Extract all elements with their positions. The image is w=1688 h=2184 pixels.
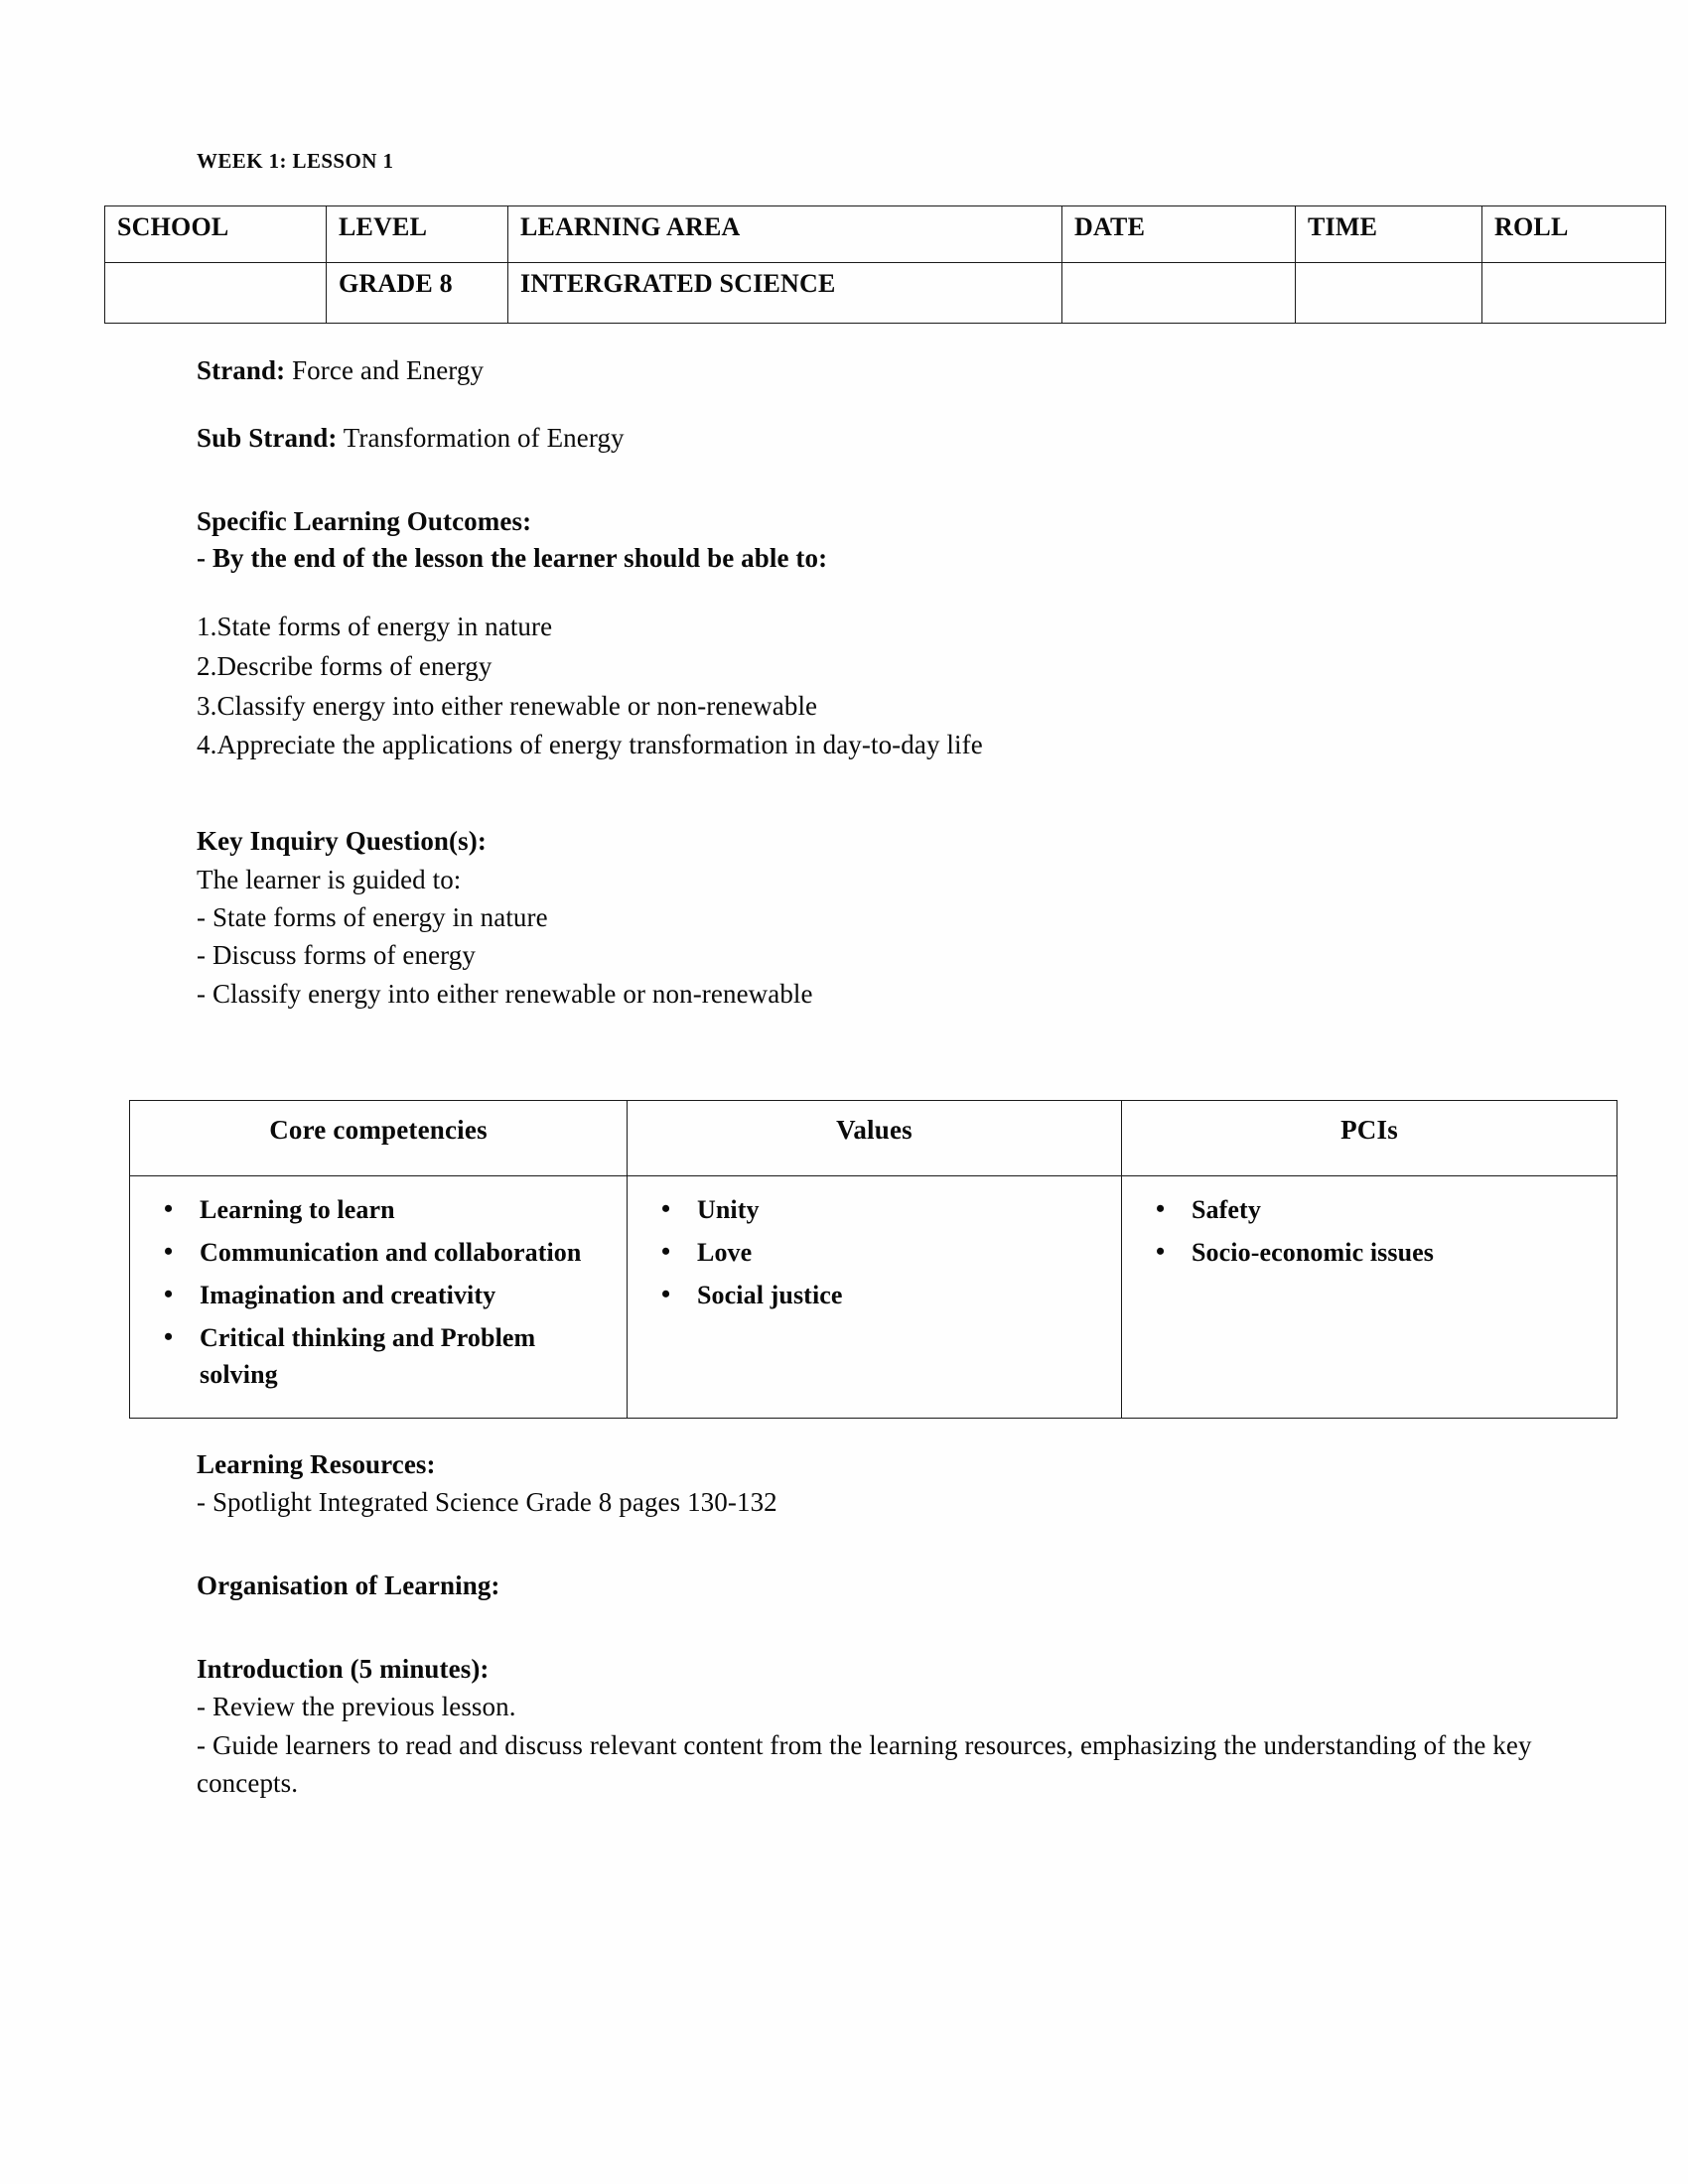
values-list [641, 1192, 1107, 1314]
value-time [1296, 263, 1482, 324]
competencies-table [129, 1100, 1618, 1419]
strand-value: Force and Energy [285, 355, 485, 385]
strand-section [197, 351, 1579, 458]
strand-label: Strand: [197, 355, 286, 385]
header-pcis: PCIs [1122, 1101, 1618, 1176]
table-header-row [105, 206, 1666, 263]
list-item: • Critical thinking and Problem solving [200, 1320, 613, 1394]
header-core-competencies: Core competencies [130, 1101, 628, 1176]
week-lesson-heading: WEEK 1: LESSON 1 [197, 149, 394, 173]
list-item: - Discuss forms of energy [197, 940, 476, 971]
cell-pcis [1122, 1176, 1618, 1419]
list-item: • Learning to learn [200, 1192, 613, 1229]
learning-resources-section [197, 1446, 1579, 1522]
list-item: - Classify energy into either renewable or non-renewable [197, 978, 813, 1009]
list-item: • Unity [697, 1192, 1107, 1229]
header-date: DATE [1062, 206, 1296, 263]
header-school: SCHOOL [105, 206, 327, 263]
core-competencies-list [144, 1192, 613, 1394]
document-content [109, 149, 1579, 1802]
list-item: 4.Appreciate the applications of energy transformation in day-to-day life [197, 730, 983, 760]
header-learning-area: LEARNING AREA [508, 206, 1062, 263]
value-level: GRADE 8 [327, 263, 508, 324]
list-item: • Imagination and creativity [200, 1278, 613, 1314]
list-item: • Social justice [697, 1278, 1107, 1314]
key-inquiry-intro: The learner is guided to: [197, 864, 462, 894]
list-item: 2.Describe forms of energy [197, 650, 492, 681]
spacer [197, 389, 1579, 419]
list-item: • Communication and collaboration [200, 1235, 613, 1272]
spacer [197, 1550, 1579, 1568]
list-item: 1.State forms of energy in nature [197, 612, 553, 642]
learning-outcomes-list [197, 608, 1579, 765]
learning-outcomes-subheading: - By the end of the lesson the learner should be able to: [197, 543, 828, 574]
spacer [197, 1633, 1579, 1651]
spacer [197, 793, 1579, 823]
learning-outcomes-section [197, 485, 1579, 765]
list-item: • Love [697, 1235, 1107, 1272]
list-item: - Review the previous lesson. [197, 1692, 516, 1722]
spacer [197, 578, 1579, 608]
value-roll [1482, 263, 1666, 324]
organisation-section [197, 1550, 1579, 1605]
strand-line [197, 351, 1579, 389]
list-item: • Safety [1192, 1192, 1603, 1229]
spacer [109, 1013, 1579, 1056]
spacer [109, 1056, 1579, 1100]
competencies-body-row [130, 1176, 1618, 1419]
table-value-row [105, 263, 1666, 324]
learning-resources-heading: Learning Resources: [197, 1448, 436, 1479]
value-date [1062, 263, 1296, 324]
lesson-info-table [104, 205, 1666, 324]
pcis-list [1136, 1192, 1603, 1272]
header-level: LEVEL [327, 206, 508, 263]
sub-strand-value: Transformation of Energy [337, 423, 625, 454]
list-item: • Socio-economic issues [1192, 1235, 1603, 1272]
list-item: 3.Classify energy into either renewable or non-renewable [197, 690, 818, 721]
sub-strand-label: Sub Strand: [197, 423, 338, 454]
cell-core-competencies [130, 1176, 628, 1419]
cell-values [628, 1176, 1122, 1419]
key-inquiry-section [197, 793, 1579, 1013]
header-values: Values [628, 1101, 1122, 1176]
header-time: TIME [1296, 206, 1482, 263]
list-item: - Spotlight Integrated Science Grade 8 pages 130-132 [197, 1487, 777, 1518]
value-school [105, 263, 327, 324]
key-inquiry-heading: Key Inquiry Question(s): [197, 826, 487, 856]
organisation-heading: Organisation of Learning: [197, 1570, 500, 1600]
sub-strand-line [197, 419, 1579, 457]
spacer [197, 485, 1579, 503]
list-item: - State forms of energy in nature [197, 902, 548, 933]
learning-outcomes-heading: Specific Learning Outcomes: [197, 505, 532, 536]
introduction-heading: Introduction (5 minutes): [197, 1653, 490, 1684]
list-item: - Guide learners to read and discuss relevant content from the learning resources, emphasizing the understanding of the key concepts. [197, 1729, 1532, 1799]
competencies-header-row [130, 1101, 1618, 1176]
introduction-section [197, 1633, 1579, 1803]
header-roll: ROLL [1482, 206, 1666, 263]
value-learning-area: INTERGRATED SCIENCE [508, 263, 1062, 324]
